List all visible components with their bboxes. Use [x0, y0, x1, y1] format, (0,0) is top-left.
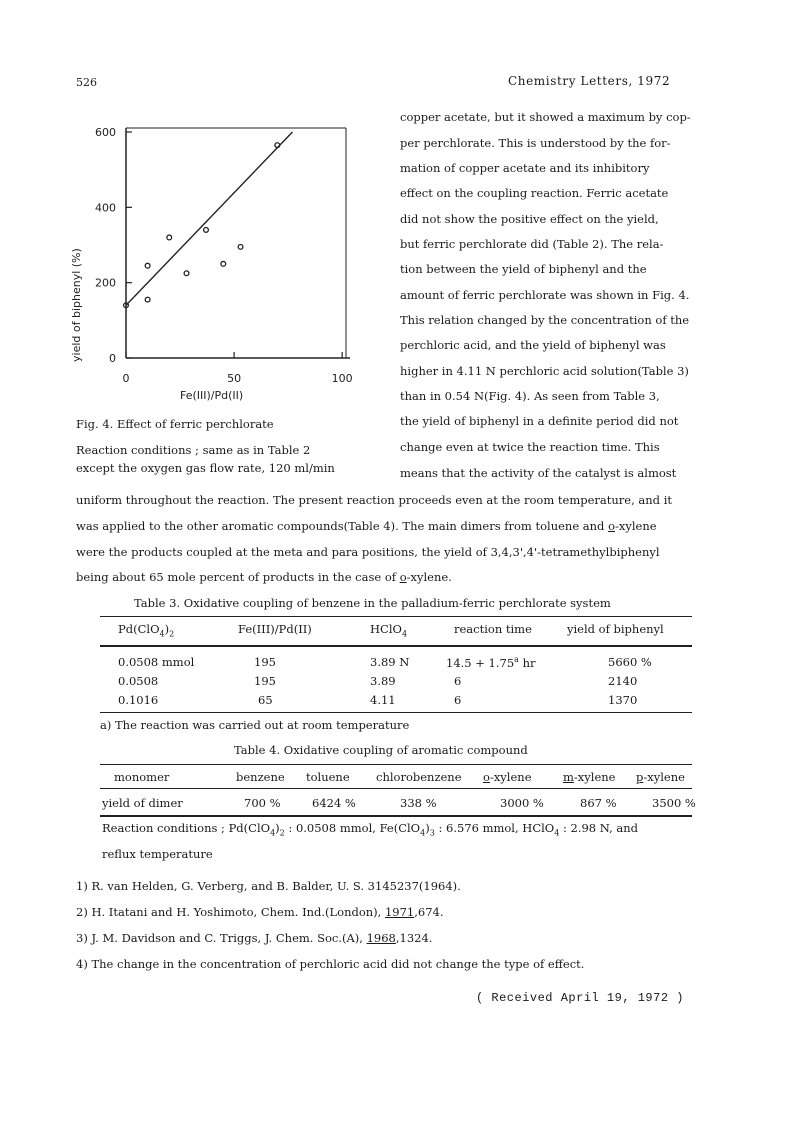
table3-header-yield: yield of biphenyl: [567, 622, 664, 636]
right-column-line: mation of copper acetate and its inhibitory: [400, 161, 650, 175]
reference-4: 4) The change in the concentration of perchloric acid did not change the type of effect.: [76, 957, 585, 971]
table3-title: Table 3. Oxidative coupling of benzene in the palladium-ferric perchlorate system: [134, 596, 611, 610]
table3-header-time: reaction time: [454, 622, 532, 636]
table4-cell: 867 %: [580, 796, 617, 810]
table4-header-o-xylene: o-xylene: [483, 770, 532, 784]
table3-cell: 0.0508: [118, 674, 159, 688]
y-tick-label: 200: [95, 276, 116, 290]
table3-cell: 0.1016: [118, 693, 159, 707]
table3-cell: 6: [454, 693, 462, 707]
data-point: [204, 228, 209, 233]
right-column-line: the yield of biphenyl in a definite period did not: [400, 414, 679, 428]
y-tick-label: 600: [95, 126, 116, 139]
right-column-line: copper acetate, but it showed a maximum by cop-: [400, 110, 691, 124]
right-column-line: amount of ferric perchlorate was shown in Fig. 4.: [400, 288, 690, 302]
table4-header-m-xylene: m-xylene: [563, 770, 616, 784]
table4-header: chlorobenzene: [376, 770, 462, 784]
figure-conditions-1: Reaction conditions ; same as in Table 2: [76, 443, 311, 457]
reference-1: 1) R. van Helden, G. Verberg, and B. Balder, U. S. 3145237(1964).: [76, 879, 461, 893]
x-axis-title: Fe(III)/Pd(II): [180, 389, 244, 402]
table3-top-rule: [100, 616, 692, 617]
table4-cell: 338 %: [400, 796, 437, 810]
table4-title: Table 4. Oxidative coupling of aromatic compound: [234, 743, 528, 757]
data-point: [221, 261, 226, 266]
reference-2: 2) H. Itatani and H. Yoshimoto, Chem. Ind.(London), 1971,674.: [76, 905, 444, 919]
right-column-line: but ferric perchlorate did (Table 2). The rela-: [400, 237, 664, 251]
table3-cell: 3.89: [370, 674, 396, 688]
table4-top-rule: [100, 764, 692, 765]
data-point: [184, 271, 189, 276]
table4-conditions-2: reflux temperature: [102, 847, 213, 861]
y-tick-label: 0: [109, 352, 116, 365]
trend-line: [126, 132, 292, 305]
table3-cell: 195: [254, 674, 276, 688]
table3-cell: 2140: [608, 674, 638, 688]
data-point: [145, 263, 150, 268]
right-column-line: effect on the coupling reaction. Ferric acetate: [400, 186, 669, 200]
table3-cell: 1370: [608, 693, 638, 707]
x-tick-label: 100: [331, 372, 353, 385]
table3-bottom-rule: [100, 712, 692, 713]
table3-header-rule: [100, 645, 692, 647]
table3-footnote: a) The reaction was carried out at room temperature: [100, 718, 410, 732]
table3-header-pd: $Pd(ClO_4)_2$: [118, 622, 175, 639]
table4-cell: 3500 %: [652, 796, 696, 810]
received-date: ( Received April 19, 1972 ): [476, 991, 684, 1005]
data-point: [145, 297, 150, 302]
right-column-line: change even at twice the reaction time. This: [400, 440, 660, 454]
right-column-line: than in 0.54 N(Fig. 4). As seen from Table 3,: [400, 389, 660, 403]
table4-header-p-xylene: p-xylene: [636, 770, 685, 784]
figure-caption: Fig. 4. Effect of ferric perchlorate: [76, 417, 274, 431]
table4-header-monomer: monomer: [114, 770, 170, 784]
table4-conditions: Reaction conditions ; $Pd(ClO_4)_2$ : 0.0508 mmol, $Fe(ClO_4)_3$ : 6.576 mmol, HClO$_4$ : 2.98 N, and: [102, 821, 639, 838]
body-line-1: uniform throughout the reaction. The present reaction proceeds even at the room temperature, and it: [76, 493, 672, 507]
y-tick-label: 400: [95, 201, 116, 215]
table4-bottom-rule: [100, 815, 692, 817]
data-point: [167, 235, 172, 240]
right-column-line: tion between the yield of biphenyl and the: [400, 262, 647, 276]
table4-header: benzene: [236, 770, 285, 784]
fig4-chart: [60, 112, 360, 402]
table3-cell: 6: [454, 674, 462, 688]
table4-cell: 700 %: [244, 796, 281, 810]
body-line-4: being about 65 mole percent of products in the case of o-xylene.: [76, 570, 452, 584]
table3-cell: 65: [258, 693, 273, 707]
table4-header: toluene: [306, 770, 350, 784]
table4-row-label: yield of dimer: [102, 796, 183, 810]
table3-cell-time-row1: 14.5 + 1.75$^a$ hr: [446, 655, 536, 670]
right-column-line: perchloric acid, and the yield of biphenyl was: [400, 338, 666, 352]
table3-header-ratio: Fe(III)/Pd(II): [238, 622, 312, 636]
table4-cell: 6424 %: [312, 796, 356, 810]
journal-header: Chemistry Letters, 1972: [508, 74, 671, 88]
x-tick-label: 0: [122, 372, 130, 385]
reference-3: 3) J. M. Davidson and C. Triggs, J. Chem. Soc.(A), 1968,1324.: [76, 931, 433, 945]
right-column-line: did not show the positive effect on the yield,: [400, 212, 659, 226]
table4-header-rule: [100, 788, 692, 789]
right-column-line: per perchlorate. This is understood by the for-: [400, 136, 671, 150]
figure-conditions-2: except the oxygen gas flow rate, 120 ml/min: [76, 461, 335, 475]
right-column-line: This relation changed by the concentration of the: [400, 313, 690, 327]
table3-header-hclo4: HClO$_4$: [370, 622, 408, 639]
x-tick-label: 50: [227, 372, 242, 385]
page-number: 526: [76, 76, 97, 89]
body-line-2: was applied to the other aromatic compounds(Table 4). The main dimers from toluene and o-xylene: [76, 519, 657, 533]
y-axis-title: yield of biphenyl (%): [70, 248, 83, 362]
right-column-line: higher in 4.11 N perchloric acid solution(Table 3): [400, 364, 689, 378]
right-column-line: means that the activity of the catalyst is almost: [400, 466, 677, 480]
data-point: [238, 244, 243, 249]
table4-cell: 3000 %: [500, 796, 544, 810]
table3-cell: 195: [254, 655, 276, 669]
table3-cell: 4.11: [370, 693, 396, 707]
table3-cell: 5660 %: [608, 655, 652, 669]
table3-cell: 0.0508 mmol: [118, 655, 195, 669]
table3-cell: 3.89 N: [370, 655, 410, 669]
body-line-3: were the products coupled at the meta and para positions, the yield of 3,4,3',4'-tetramethylbiphenyl: [76, 545, 660, 559]
